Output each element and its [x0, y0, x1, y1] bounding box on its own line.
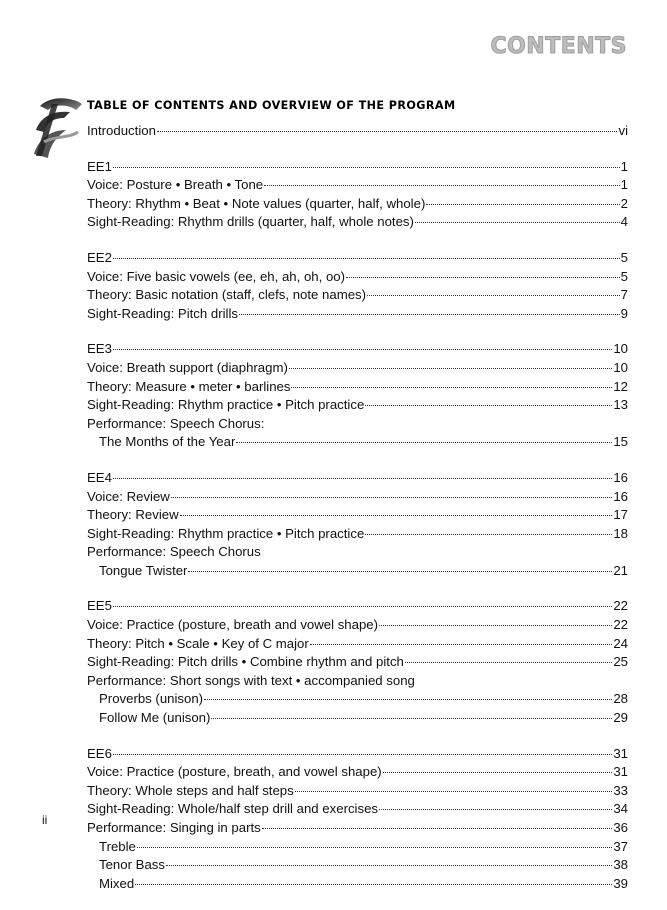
- toc-entry-page: 13: [613, 397, 628, 413]
- toc-entry[interactable]: [87, 525, 628, 544]
- toc-entry-page: 16: [613, 488, 628, 504]
- toc-entry-title: Voice: Posture • Breath • Tone: [87, 177, 264, 193]
- toc-entry[interactable]: [87, 838, 628, 857]
- toc-entry[interactable]: [87, 709, 628, 728]
- toc-entry-page: 22: [613, 617, 628, 633]
- toc-entry-title: Proverbs (unison): [99, 691, 204, 707]
- toc-entry[interactable]: [87, 396, 628, 415]
- toc-entry-page: 12: [613, 378, 628, 394]
- toc-entry-page: 36: [613, 820, 628, 835]
- toc-entry-title: Introduction: [87, 123, 156, 138]
- toc-entry-page: 1: [620, 158, 628, 174]
- toc-entry[interactable]: [87, 506, 628, 525]
- dot-leader: [157, 131, 618, 132]
- dot-leader: [236, 442, 612, 443]
- dot-leader: [239, 314, 620, 315]
- toc-entry[interactable]: [87, 469, 628, 488]
- toc-entry[interactable]: [87, 305, 628, 324]
- toc-entry-title: Mixed: [99, 875, 135, 891]
- toc-entry[interactable]: [87, 597, 628, 616]
- dot-leader: [264, 185, 620, 186]
- dot-leader: [113, 754, 612, 755]
- dot-leader: [166, 865, 612, 866]
- toc-entry[interactable]: [87, 690, 628, 709]
- toc-entry-title: Sight-Reading: Whole/half step drill and exercises: [87, 801, 379, 817]
- toc-group: [87, 745, 628, 894]
- toc-entry-title: Theory: Whole steps and half steps: [87, 782, 294, 798]
- toc-entry-title: EE4: [87, 469, 112, 485]
- toc-entry-page: 33: [613, 782, 628, 798]
- toc-entry[interactable]: [87, 782, 628, 801]
- toc-entry-page: 37: [613, 838, 628, 854]
- toc-entry-page: 29: [613, 710, 628, 726]
- dot-leader: [211, 718, 612, 719]
- toc-entry-title: EE3: [87, 341, 112, 357]
- toc-entry[interactable]: [87, 213, 628, 232]
- toc-entry-title: Voice: Review: [87, 488, 170, 504]
- toc-entry[interactable]: [87, 800, 628, 819]
- toc-entry-title: EE1: [87, 158, 112, 174]
- dot-leader: [180, 515, 613, 516]
- toc-entry-page: 25: [613, 654, 628, 670]
- toc-entry-title: Follow Me (unison): [99, 710, 211, 726]
- toc-entry-page: 5: [620, 249, 628, 265]
- toc-entry[interactable]: [87, 249, 628, 268]
- dot-leader: [137, 847, 612, 848]
- page-title: CONTENTS: [490, 34, 627, 59]
- toc-entry-page: 18: [613, 525, 628, 541]
- dot-leader: [346, 277, 620, 278]
- dot-leader: [113, 349, 612, 350]
- dot-leader: [262, 828, 613, 829]
- dot-leader: [383, 772, 613, 773]
- toc-group: [87, 122, 628, 141]
- toc-entry-title: Sight-Reading: Pitch drills: [87, 305, 238, 321]
- toc-entry[interactable]: [87, 176, 628, 195]
- toc-entry-page: 16: [613, 469, 628, 485]
- toc-entry-page: 31: [613, 745, 628, 761]
- toc-entry-title: Voice: Practice (posture, breath, and vowel shape): [87, 764, 382, 780]
- toc-entry[interactable]: [87, 653, 628, 672]
- dot-leader: [135, 884, 612, 885]
- logo-icon: [30, 96, 86, 160]
- toc-entry-page: 39: [613, 875, 628, 891]
- dot-leader: [113, 478, 612, 479]
- toc-entry-page: 38: [613, 857, 628, 873]
- dot-leader: [367, 295, 620, 296]
- toc-entry-page: 4: [620, 214, 628, 230]
- toc-group: [87, 597, 628, 727]
- dot-leader: [365, 405, 612, 406]
- toc-entry-title: Theory: Measure • meter • barlines: [87, 378, 291, 394]
- toc-entry-page: 15: [613, 434, 628, 450]
- toc-entry[interactable]: [87, 195, 628, 214]
- toc-entry[interactable]: [87, 340, 628, 359]
- dot-leader: [291, 387, 612, 388]
- dot-leader: [289, 368, 612, 369]
- dot-leader: [113, 606, 612, 607]
- toc-entry-title: Sight-Reading: Pitch drills • Combine rhythm and pitch: [87, 654, 404, 670]
- toc-group: [87, 469, 628, 581]
- toc-entry-title: EE5: [87, 598, 112, 614]
- toc-entry-page: 28: [613, 691, 628, 707]
- dot-leader: [426, 204, 619, 205]
- toc-entry-title: Tongue Twister: [99, 562, 188, 578]
- toc-entry-page: 7: [620, 287, 628, 303]
- toc-entry-page: vi: [618, 123, 628, 138]
- toc-entry[interactable]: [87, 122, 628, 141]
- toc-entry[interactable]: [87, 635, 628, 654]
- toc-entry-title: Theory: Rhythm • Beat • Note values (quarter, half, whole): [87, 195, 426, 211]
- toc-entry-title: Voice: Five basic vowels (ee, eh, ah, oh, oo): [87, 268, 346, 284]
- toc-entry[interactable]: [87, 616, 628, 635]
- toc-entry-title: Tenor Bass: [99, 857, 165, 873]
- toc-entry-page: 5: [620, 268, 628, 284]
- toc-entry[interactable]: [87, 359, 628, 378]
- toc-group: [87, 249, 628, 323]
- toc-entry-page: 10: [613, 341, 628, 357]
- dot-leader: [295, 791, 613, 792]
- toc-entry[interactable]: [87, 488, 628, 507]
- toc-entry-title: EE2: [87, 249, 112, 265]
- toc-entry-title: Sight-Reading: Rhythm drills (quarter, half, whole notes): [87, 214, 414, 230]
- dot-leader: [405, 662, 612, 663]
- toc-entry-title: Performance: Short songs with text • accompanied song: [87, 672, 415, 688]
- toc-entry[interactable]: [87, 819, 628, 838]
- dot-leader: [113, 167, 620, 168]
- toc-heading: TABLE OF CONTENTS AND OVERVIEW OF THE PROGRAM: [87, 99, 456, 112]
- toc-entry[interactable]: [87, 745, 628, 764]
- toc-entry-title: Voice: Breath support (diaphragm): [87, 359, 288, 375]
- toc-entry-title: Theory: Basic notation (staff, clefs, note names): [87, 287, 367, 303]
- toc-entry-title: Sight-Reading: Rhythm practice • Pitch practice: [87, 525, 365, 541]
- dot-leader: [379, 809, 612, 810]
- dot-leader: [365, 534, 612, 535]
- toc-group: [87, 158, 628, 232]
- toc-entry[interactable]: [87, 672, 628, 691]
- dot-leader: [310, 644, 613, 645]
- toc-group: [87, 340, 628, 452]
- toc-entry[interactable]: [87, 562, 628, 581]
- toc-entry-page: 34: [613, 801, 628, 817]
- dot-leader: [415, 222, 620, 223]
- toc-entry-title: Treble: [99, 838, 136, 854]
- toc-entry-title: The Months of the Year: [99, 434, 236, 450]
- toc-entry[interactable]: [87, 763, 628, 782]
- toc-entry-page: 24: [613, 635, 628, 651]
- toc-entry[interactable]: [87, 415, 628, 434]
- toc-entry[interactable]: [87, 543, 628, 562]
- dot-leader: [204, 699, 612, 700]
- toc-entry-page: 9: [620, 305, 628, 321]
- dot-leader: [171, 497, 613, 498]
- toc-entry-page: 21: [613, 562, 628, 578]
- toc-entry-title: Voice: Practice (posture, breath and vowel shape): [87, 617, 379, 633]
- toc-entry-title: Performance: Singing in parts: [87, 820, 261, 835]
- toc-entry-page: 22: [613, 598, 628, 614]
- toc-entry-page: 2: [620, 195, 628, 211]
- toc-entry-title: Theory: Pitch • Scale • Key of C major: [87, 635, 309, 651]
- dot-leader: [113, 258, 620, 259]
- toc-entry[interactable]: [87, 875, 628, 894]
- toc-entry-title: Theory: Review: [87, 507, 179, 523]
- table-of-contents: [87, 122, 628, 910]
- toc-entry[interactable]: [87, 158, 628, 177]
- dot-leader: [379, 625, 612, 626]
- toc-entry[interactable]: [87, 268, 628, 287]
- toc-entry-title: Sight-Reading: Rhythm practice • Pitch practice: [87, 397, 365, 413]
- toc-entry[interactable]: [87, 433, 628, 452]
- toc-entry-page: 10: [613, 359, 628, 375]
- page-number: ii: [42, 813, 48, 827]
- dot-leader: [188, 571, 612, 572]
- toc-entry-page: 1: [620, 177, 628, 193]
- toc-entry-title: EE6: [87, 745, 112, 761]
- toc-entry-page: 17: [613, 507, 628, 523]
- toc-entry-page: 31: [613, 764, 628, 780]
- toc-entry[interactable]: [87, 286, 628, 305]
- toc-entry[interactable]: [87, 856, 628, 875]
- toc-entry-title: Performance: Speech Chorus:: [87, 415, 265, 431]
- toc-entry[interactable]: [87, 378, 628, 397]
- toc-entry-title: Performance: Speech Chorus: [87, 544, 261, 560]
